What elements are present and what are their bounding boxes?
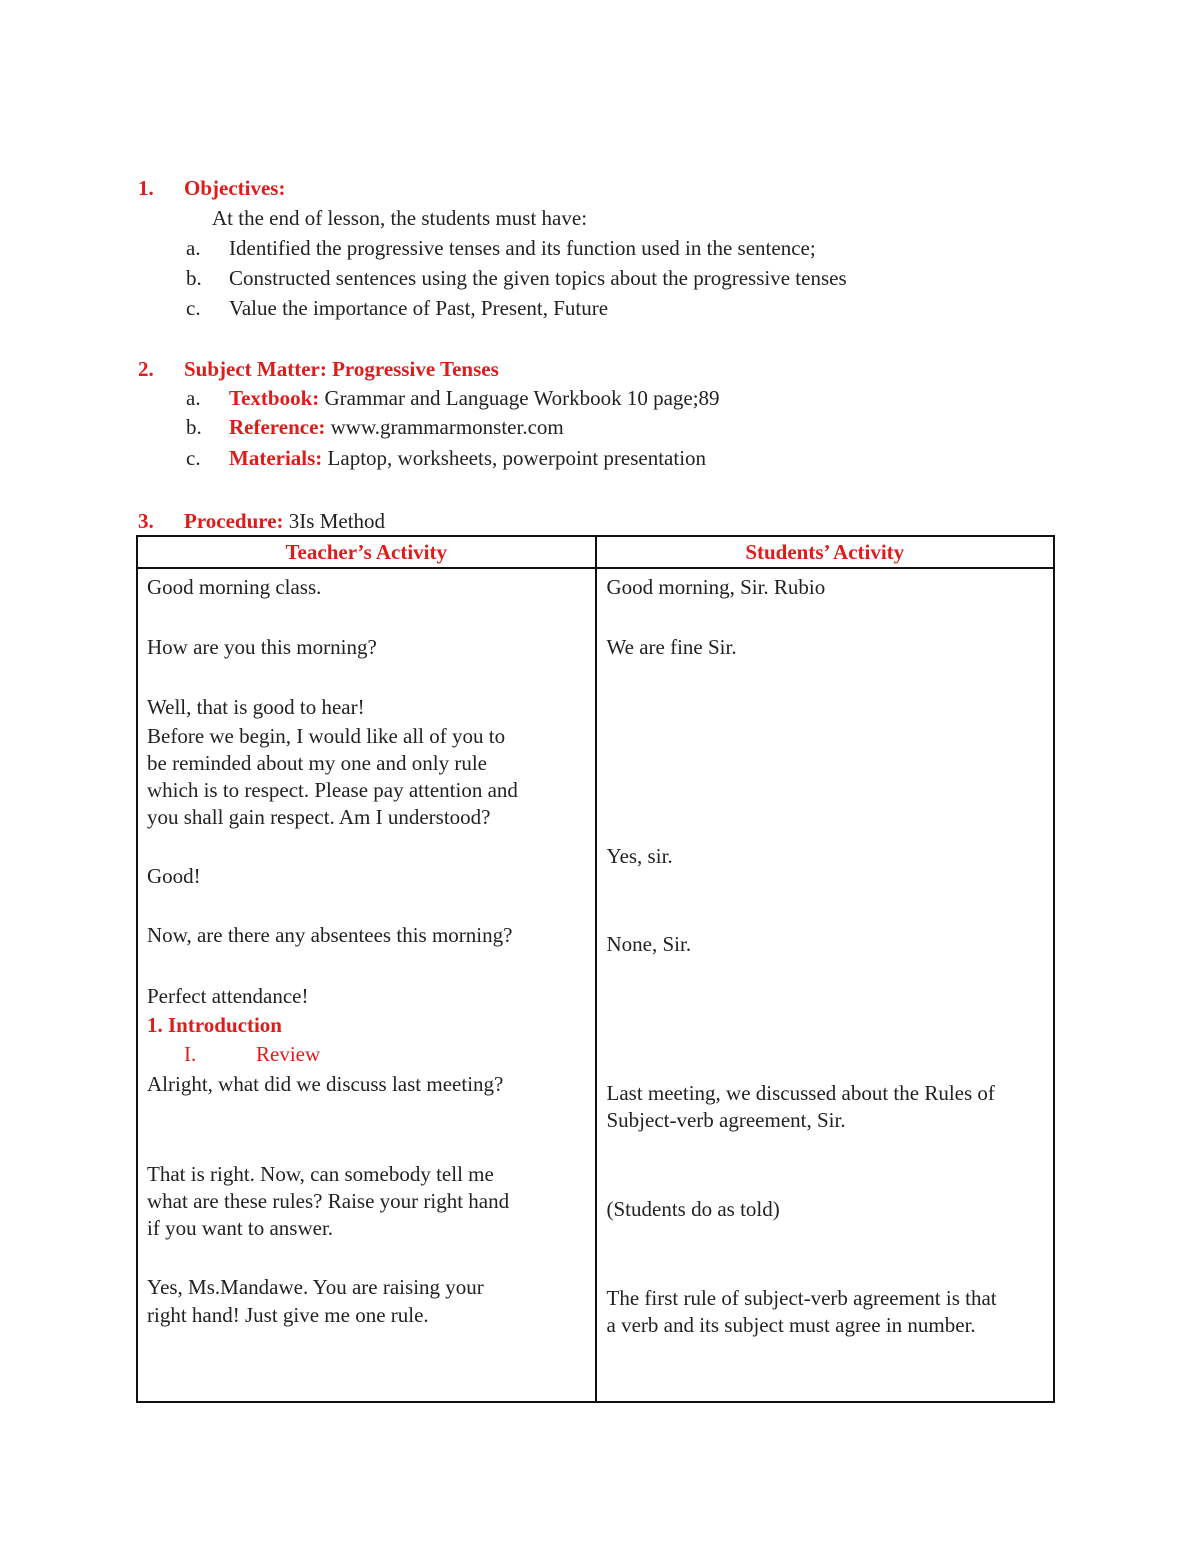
teacher-line: right hand! Just give me one rule. xyxy=(147,1303,429,1327)
teacher-line: Now, are there any absentees this morning? xyxy=(147,923,513,947)
reference-label: Reference: xyxy=(229,415,326,439)
procedure-table xyxy=(136,535,1055,1403)
reference-line xyxy=(229,415,564,440)
student-line: Subject-verb agreement, Sir. xyxy=(606,1108,846,1132)
teacher-line: be reminded about my one and only rule xyxy=(147,751,487,775)
teacher-line: That is right. Now, can somebody tell me xyxy=(147,1162,494,1186)
teacher-column xyxy=(137,568,596,1402)
subject-letter: b. xyxy=(186,415,202,439)
teacher-line: which is to respect. Please pay attention and xyxy=(147,778,518,802)
teacher-line: Before we begin, I would like all of you to xyxy=(147,724,506,748)
student-line: None, Sir. xyxy=(606,932,692,956)
subject-letter: a. xyxy=(186,386,201,410)
textbook-value: Grammar and Language Workbook 10 page;89 xyxy=(324,386,720,410)
objectives-heading: Objectives: xyxy=(184,176,286,200)
procedure-number: 3. xyxy=(138,509,154,533)
student-line: Good morning, Sir. Rubio xyxy=(606,575,826,599)
subject-matter-heading: Subject Matter: Progressive Tenses xyxy=(184,357,499,381)
teacher-line: How are you this morning? xyxy=(147,635,377,659)
introduction-heading: 1. Introduction xyxy=(147,1013,282,1037)
teacher-line: Alright, what did we discuss last meeting? xyxy=(147,1072,504,1096)
teacher-line: Well, that is good to hear! xyxy=(147,695,365,719)
teacher-line: what are these rules? Raise your right hand xyxy=(147,1189,510,1213)
review-number: I. xyxy=(184,1042,197,1066)
student-line: (Students do as told) xyxy=(606,1197,780,1221)
student-line: a verb and its subject must agree in number. xyxy=(606,1313,976,1337)
subject-letter: c. xyxy=(186,446,201,470)
objective-letter: a. xyxy=(186,236,201,260)
teacher-line: if you want to answer. xyxy=(147,1216,334,1240)
teacher-line: Yes, Ms.Mandawe. You are raising your xyxy=(147,1275,484,1299)
materials-value: Laptop, worksheets, powerpoint presentation xyxy=(327,446,707,470)
procedure-method: 3Is Method xyxy=(288,509,386,533)
teacher-activity-header: Teacher’s Activity xyxy=(137,536,596,568)
student-line: The first rule of subject-verb agreement is that xyxy=(606,1286,997,1310)
objective-letter: c. xyxy=(186,296,201,320)
students-column xyxy=(596,568,1055,1402)
student-line: Last meeting, we discussed about the Rules of xyxy=(606,1081,995,1105)
reference-value: www.grammarmonster.com xyxy=(330,415,564,439)
objectives-number: 1. xyxy=(138,176,154,200)
student-line: Yes, sir. xyxy=(606,844,673,868)
materials-line xyxy=(229,446,706,471)
table-row xyxy=(137,568,1054,1402)
table-header-row xyxy=(137,536,1054,568)
objective-item: Identified the progressive tenses and its function used in the sentence; xyxy=(229,236,816,260)
teacher-line: Good morning class. xyxy=(147,575,322,599)
teacher-line: you shall gain respect. Am I understood? xyxy=(147,805,491,829)
objectives-intro: At the end of lesson, the students must have: xyxy=(212,206,588,230)
procedure-line xyxy=(184,509,385,534)
review-heading: Review xyxy=(256,1042,321,1066)
objective-letter: b. xyxy=(186,266,202,290)
subject-matter-number: 2. xyxy=(138,357,154,381)
student-line: We are fine Sir. xyxy=(606,635,737,659)
teacher-line: Perfect attendance! xyxy=(147,984,309,1008)
objective-item: Value the importance of Past, Present, Future xyxy=(229,296,609,320)
procedure-heading: Procedure: xyxy=(184,509,284,533)
objective-item: Constructed sentences using the given topics about the progressive tenses xyxy=(229,266,847,290)
teacher-line: Good! xyxy=(147,864,201,888)
students-activity-header: Students’ Activity xyxy=(596,536,1055,568)
textbook-label: Textbook: xyxy=(229,386,320,410)
textbook-line xyxy=(229,386,720,411)
materials-label: Materials: xyxy=(229,446,323,470)
